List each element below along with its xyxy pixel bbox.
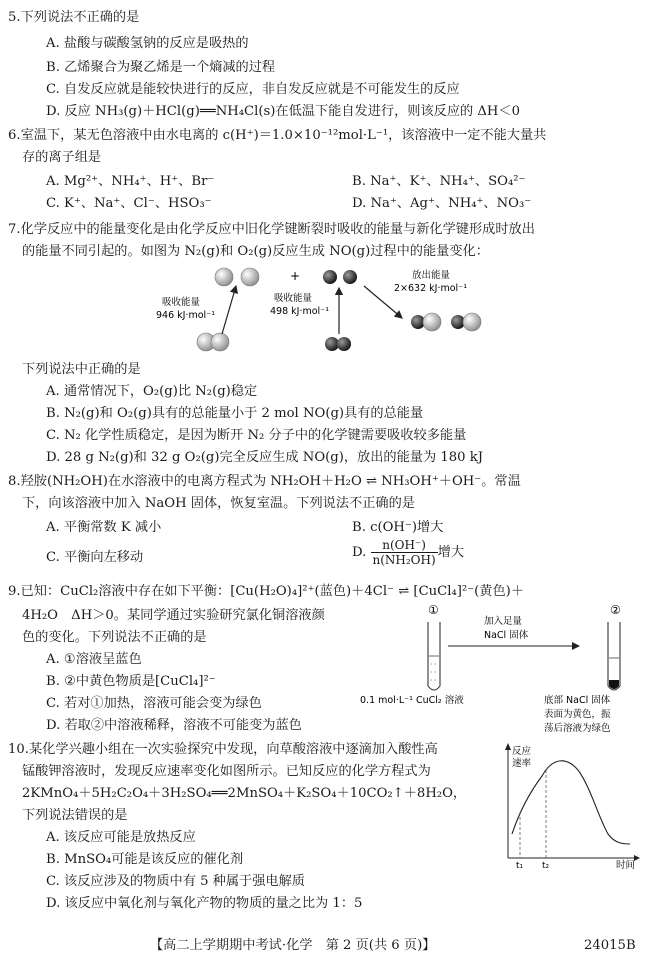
no-molecule-icon <box>423 313 441 331</box>
q8-option-d-fraction <box>371 538 438 567</box>
q9-stem-line3: 色的变化。下列说法不正确的是 <box>22 630 207 645</box>
o-atom-icon <box>343 270 357 284</box>
t2-label: t₂ <box>542 861 550 870</box>
q6-option-a: A. Mg²⁺、NH₄⁺、H⁺、Br⁻ <box>46 174 215 189</box>
q9-option-b: B. ②中黄色物质是[CuCl₄]²⁻ <box>46 674 216 689</box>
q7-option-b: B. N₂(g)和 O₂(g)具有的总能量小于 2 mol NO(g)具有的总能量 <box>46 406 424 421</box>
n2-molecule-icon <box>211 333 229 351</box>
cucl2-experiment-figure <box>360 600 648 740</box>
q8-option-a: A. 平衡常数 K 减小 <box>46 520 162 535</box>
q10-stem-line3: 2KMnO₄＋5H₂C₂O₄＋3H₂SO₄══2MnSO₄＋K₂SO₄＋10CO₂↑＋8H₂O， <box>22 786 467 801</box>
y-axis-label-2: 速率 <box>512 758 532 769</box>
n-atom-icon <box>215 268 233 286</box>
t1-label: t₁ <box>516 861 524 870</box>
q9-option-a: A. ①溶液呈蓝色 <box>46 652 142 667</box>
absorb-label-1: 吸收能量 <box>162 297 201 308</box>
q7-subquestion: 下列说法中正确的是 <box>22 362 141 377</box>
o2-molecule-icon <box>337 337 351 351</box>
plus-sign: + <box>290 269 301 283</box>
q10-option-d: D. 该反应中氧化剂与氧化产物的物质的量之比为 1：5 <box>46 896 363 911</box>
q5-option-c: C. 自发反应就是能较快进行的反应，非自发反应就是不可能发生的反应 <box>46 82 460 97</box>
arrow-label-2: NaCl 固体 <box>484 630 529 641</box>
q8-option-d <box>352 538 464 567</box>
q8-option-c: C. 平衡向左移动 <box>46 550 144 565</box>
q9-stem-line1: 9.已知：CuCl₂溶液中存在如下平衡：[Cu(H₂O)₄]²⁺(蓝色)＋4Cl⁻ ⇌ [CuCl₄]²⁻(黄色)＋ <box>8 584 525 599</box>
q10-option-b: B. MnSO₄可能是该反应的催化剂 <box>46 852 244 867</box>
absorb-value-1: 946 kJ·mol⁻¹ <box>156 310 216 321</box>
release-label: 放出能量 <box>412 270 451 281</box>
q10-subquestion: 下列说法错误的是 <box>22 808 128 823</box>
q7-option-a: A. 通常情况下，O₂(g)比 N₂(g)稳定 <box>46 384 258 399</box>
x-axis-label: 时间 <box>616 860 636 870</box>
q6-option-d: D. Na⁺、Ag⁺、NH₄⁺、NO₃⁻ <box>352 196 532 211</box>
q8-stem-line1: 8.羟胺(NH₂OH)在水溶液中的电离方程式为 NH₂OH＋H₂O ⇌ NH₃OH⁺＋OH⁻。常温 <box>8 474 521 489</box>
q10-stem-line2: 锰酸钾溶液时，发现反应速率变化如图所示。已知反应的化学方程式为 <box>22 764 431 779</box>
q5-option-a: A. 盐酸与碳酸氢钠的反应是吸热的 <box>46 36 249 51</box>
q5-option-d: D. 反应 NH₃(g)＋HCl(g)══NH₄Cl(s)在低温下能自发进行，则该反应的 ΔH＜0 <box>46 104 521 119</box>
energy-diagram <box>150 262 500 362</box>
n-atom-icon <box>241 268 259 286</box>
arrow-label-1: 加入足量 <box>484 616 523 627</box>
q5-option-b: B. 乙烯聚合为聚乙烯是一个熵减的过程 <box>46 60 276 75</box>
absorb-value-2: 498 kJ·mol⁻¹ <box>270 306 330 317</box>
no-molecule-icon <box>463 313 481 331</box>
q6-stem-line1: 6.室温下，某无色溶液中由水电离的 c(H⁺)＝1.0×10⁻¹²mol·L⁻¹，该溶液中一定不能大量共 <box>8 128 547 143</box>
q7-option-d: D. 28 g N₂(g)和 32 g O₂(g)完全反应生成 NO(g)，放出的能量为 180 kJ <box>46 450 484 465</box>
q10-option-c: C. 该反应涉及的物质中有 5 种属于强电解质 <box>46 874 305 889</box>
q5-stem: 5.下列说法不正确的是 <box>8 10 140 25</box>
q9-stem-line2: 4H₂O ΔH＞0。某同学通过实验研究氯化铜溶液颜 <box>22 608 325 623</box>
q6-option-b: B. Na⁺、K⁺、NH₄⁺、SO₄²⁻ <box>352 174 526 189</box>
q8-option-d-suffix: 增大 <box>437 545 465 560</box>
tube2-number: ② <box>610 603 621 617</box>
tube2-caption-line1: 底部 NaCl 固体 <box>544 695 611 706</box>
q6-stem-line2: 存的离子组是 <box>22 150 102 165</box>
y-axis-label-1: 反应 <box>512 746 532 757</box>
q7-stem-line2: 的能量不同引起的。如图为 N₂(g)和 O₂(g)反应生成 NO(g)过程中的能量变化： <box>22 244 489 259</box>
fraction-numerator: n(OH⁻) <box>371 538 438 553</box>
o-atom-icon <box>323 270 337 284</box>
q9-option-d: D. 若取②中溶液稀释，溶液不可能变为蓝色 <box>46 718 302 733</box>
q8-stem-line2: 下，向该溶液中加入 NaOH 固体，恢复室温。下列说法不正确的是 <box>22 496 415 511</box>
q7-stem-line1: 7.化学反应中的能量变化是由化学反应中旧化学键断裂时吸收的能量与新化学键形成时放出 <box>8 222 535 237</box>
page-footer: 【高二上学期期中考试·化学 第 2 页(共 6 页)】 <box>150 938 436 953</box>
tube2-caption-line2: 表面为黄色，振 <box>544 709 611 720</box>
absorb-label-2: 吸收能量 <box>274 293 313 304</box>
tube1-caption: 0.1 mol·L⁻¹ CuCl₂ 溶液 <box>360 695 464 706</box>
test-tube-2-icon <box>608 622 620 690</box>
q10-option-a: A. 该反应可能是放热反应 <box>46 830 196 845</box>
o2-molecule-icon <box>325 337 339 351</box>
q7-option-c: C. N₂ 化学性质稳定，是因为断开 N₂ 分子中的化学键需要吸收较多能量 <box>46 428 467 443</box>
q8-option-b: B. c(OH⁻)增大 <box>352 520 444 535</box>
tube1-number: ① <box>428 603 439 617</box>
fraction-denominator: n(NH₂OH) <box>372 553 436 567</box>
rate-curve <box>512 761 630 844</box>
exam-code: 24015B <box>584 938 636 953</box>
q9-option-c: C. 若对①加热，溶液可能会变为绿色 <box>46 696 262 711</box>
release-value: 2×632 kJ·mol⁻¹ <box>394 283 468 294</box>
q8-option-d-label: D. <box>352 545 367 560</box>
tube2-caption-line3: 荡后溶液为绿色 <box>544 723 611 734</box>
test-tube-1-icon <box>428 622 440 690</box>
reaction-rate-graph <box>490 740 642 870</box>
q6-option-c: C. K⁺、Na⁺、Cl⁻、HSO₃⁻ <box>46 196 212 211</box>
q10-stem-line1: 10.某化学兴趣小组在一次实验探究中发现，向草酸溶液中逐滴加入酸性高 <box>8 742 438 757</box>
